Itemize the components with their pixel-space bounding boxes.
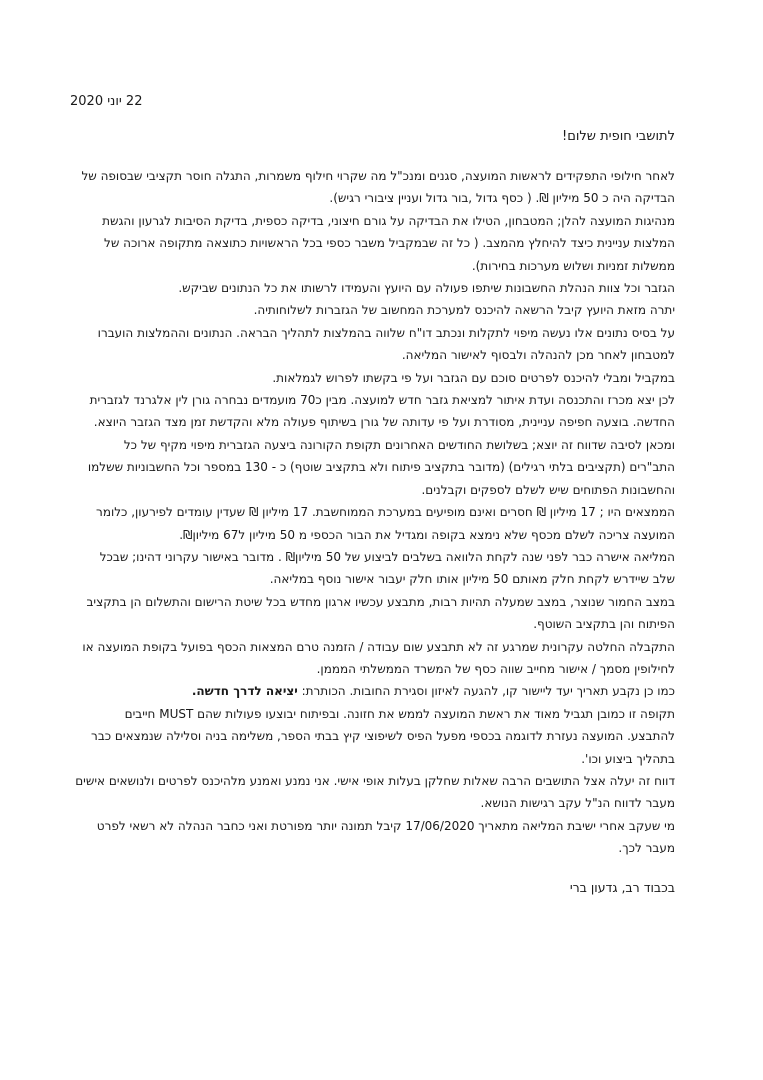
new-path-headline: יציאה לדרך חדשה. — [191, 684, 298, 699]
new-path-text: כמו כן נקבע תאריך יעד ליישור קו, להגעה לאיזון וסגירת החובות. הכותרת: — [297, 684, 675, 699]
letter-signoff: בכבוד רב, גדעון ברי — [569, 880, 675, 895]
paragraph-loan-approval: המליאה אישרה כבר לפני שנה לקחת הלוואה בשלבים לביצוע של 50 מיליון₪ . מדובר באישור עקרוני דהינו; שבכל שלב שיידרש לקחת חלק מאותם 50 מיליון אותו חלק יעבור אישור נוסף במליאה. — [99, 549, 675, 587]
paragraph-treasurer-retirement: במקביל ומבלי להיכנס לפרטים סוכם עם הגזבר ועל פי בקשתו לפרוש לגמלאות. — [272, 370, 675, 385]
paragraph-findings: הממצאים היו ; 17 מיליון ₪ חסרים ואינם מופיעים במערכת הממוחשבת. 17 מיליון ₪ שעדין עומדים לפירעון, כלומר המועצה צריכה לשלם מכסף שלא נימצא בקופה ומגדיל את הבור הכספי מ 50 מיליון ל67 מיליון₪. — [96, 505, 675, 542]
paragraph-new-path — [75, 680, 675, 702]
paragraph-personal-questions: דווח זה יעלה אצל התושבים הרבה שאלות שחלקן בעלות אופי אישי. אני נמנע ואמנע מלהיכנס לפרטים ולנושאים אישים מעבר לדווח הנ"ל עקב רגישות הנושא. — [75, 773, 675, 811]
letter-body — [75, 165, 675, 860]
paragraph-budget-mapping: ומכאן לסיבה שדווח זה יוצא; בשלושת החודשים האחרונים תקופת הקורונה ביצעה הגזברית מיפוי מקיף של כל התב"רים (תקציבים בלתי רגילים) (מדובר בתקציב פיתוח ולא בתקציב שוטף) כ - 130 במספר וכל החשבוניות ששלמו והחשבונות הפתוחים שיש לשלם לספקים וקבלנים. — [87, 437, 675, 497]
paragraph-treasurer-cooperation: הגזבר וכל צוות הנהלת החשבונות שיתפו פעולה עם היועץ והעמידו לרשותו את כל הנתונים שביקש. — [178, 281, 675, 296]
paragraph-external-review: מנהיגות המועצה להלן; המטבחון, הטילו את הבדיקה על גורם חיצוני, בדיקה כספית, בדיקת הסיבות לגרעון והגשת המלצות עניינית כיצד להיחלץ מהמצב. ( כל זה שבמקביל משבר כספי בכל הראשויות כתוצאה מתקופה ארוכה של ממשלות זמניות ושלוש מערכות בחירות). — [102, 213, 675, 273]
paragraph-council-meeting: מי שעקב אחרי ישיבת המליאה מתאריך 17/06/2020 קיבל תמונה יותר מפורטת ואני כחבר הנהלה לא רשאי לפרט מעבר לכך. — [96, 818, 675, 856]
paragraph-reorganization: במצב החמור שנוצר, במצב שמעלה תהיות רבות, מתבצע עכשיו ארגון מחדש בכל שיטת הרישום והתשלום הן בתקציב הפיתוח והן בתקציב השוטף. — [86, 594, 675, 632]
paragraph-new-treasurer: לכן יצא מכרז והתכנסה ועדת איתור למציאת גזבר חדש למועצה. מבין כ70 מועמדים נבחרה גורן לין אלגרנד לגזברית החדשה. בוצעה חפיפה עניינית, מסודרת ועל פי עדותה של גורן בשיתוף פעולה מלא והקדשת זמן מצד הגזבר היוצא. — [89, 393, 675, 430]
paragraph-recovery-report: על בסיס נתונים אלו נעשה מיפוי לתקלות ונכתב דו"ח שלווה בהמלצות לתהליך הבראה. הנתונים וההמלצות הועברו למטבחון לאחר מכן להנהלה ולבסוף לאישור המליאה. — [97, 325, 675, 363]
paragraph-funding-decision: התקבלה החלטה עקרונית שמרגע זה לא תתבצע שום עבודה / הזמנה טרם המצאות הכסף בפועל בקופת המועצה או לחילופין מסמך / אישור מחייב שווה כסף של המשרד הממשלתי המממן. — [82, 639, 675, 676]
paragraph-limitations: תקופה זו כמובן תגביל מאוד את ראשת המועצה לממש את חזונה. ובפיתוח יבוצעו פעולות שהם MUST חייבים להתבצע. המועצה נעזרת לדוגמה בכספי מפעל הפיס לשיפוצי קיץ בבתי הספר, משלימה בניה וסלילה שנמצאים כבר בתהליך ביצוע וכו'. — [91, 706, 675, 766]
paragraph-system-access: יתרה מזאת היועץ קיבל הרשאה להיכנס למערכת המחשוב של הגזברות לשלוחותיה. — [253, 303, 675, 318]
paragraph-deficit-discovered: לאחר חילופי התפקידים לראשות המועצה, סגנים ומנכ"ל מה שקרוי חילוף משמרות, התגלה חוסר תקציבי שבסופה של הבדיקה היה כ 50 מיליון ₪. ( כסף גדול ,בור גדול ועניין ציבורי רגיש). — [81, 169, 675, 206]
letter-greeting: לתושבי חופית שלום! — [562, 129, 675, 144]
letter-date: 22 יוני 2020 — [70, 94, 143, 109]
